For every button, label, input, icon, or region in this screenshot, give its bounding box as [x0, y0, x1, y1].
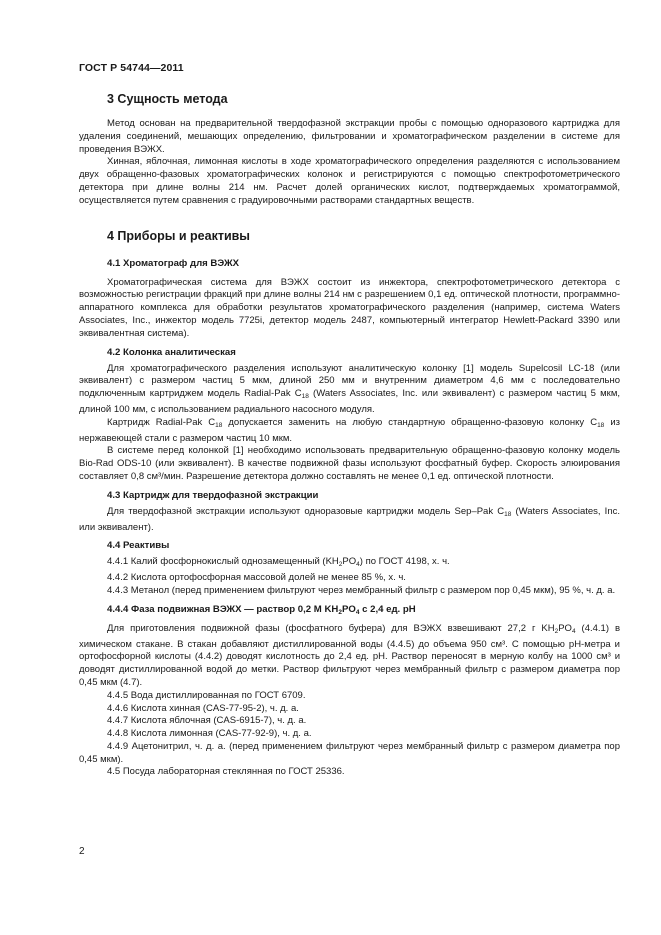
section-4-heading: 4 Приборы и реактивы [107, 228, 250, 243]
section-3-paragraph-1: Метод основан на предварительной твердофазной экстракции пробы с помощью одноразового картриджа для удаления соединений, мешающих определению, фильтровании и хроматографическом разделении в системе для проведения ВЭЖХ. [79, 118, 620, 155]
item-4-4-9: 4.4.9 Ацетонитрил, ч. д. а. (перед применением фильтруют через мембранный фильтр с размером диаметра пор 0,45 мкм). [79, 740, 620, 765]
item-4-4-2: 4.4.2 Кислота ортофосфорная массовой долей не менее 85 %, х. ч. [107, 572, 406, 584]
page-number: 2 [79, 846, 85, 857]
section-4-4-heading: 4.4 Реактивы [107, 540, 170, 552]
section-4-4-4-heading: 4.4.4 Фаза подвижная ВЭЖХ — раствор 0,2 М $KH_2PO_4$ с 2,4 ед. pH [107, 603, 416, 616]
section-3-heading: 3 Сущность метода [107, 92, 228, 106]
section-4-1-heading: 4.1 Хроматограф для ВЭЖХ [107, 257, 240, 269]
section-4-2-paragraph-1: Для хроматографического разделения используют аналитическую колонку [1] модель Supelcosil LC-18 (или эквивалент) с размером частиц 5 мкм, длиной 250 мм и внутренним диаметром 4,6 мм с последовательно подключенным картриджем модель Radial-Pak $C_{18}$ (Waters Associates, Inc. или эквивалент) с размером частиц 5 мкм, длиной 100 мм, с использованием радиального насосного модуля. [79, 362, 620, 415]
item-4-5: 4.5 Посуда лабораторная стеклянная по ГОСТ 25336. [107, 766, 345, 778]
section-4-4-4-paragraph: Для приготовления подвижной фазы (фосфатного буфера) для ВЭЖХ взвешивают 27,2 г $KH_2PO_4$ (4.4.1) в химическом стакане. В стакан добавляют дистиллированной воды (4.4.5) до объема 950 см³. С помощью pH-метра и ортофосфорной кислоты (4.4.2) доводят кислотность до 2,4 ед. pH. Раствор переносят в мерную колбу на 1000 см³ и доводят дистиллированной водой до метки. Раствор фильтруют через мембранный фильтр с размером диаметра пор 0,45 мкм (4.7). [79, 622, 620, 688]
page-content [79, 92, 620, 779]
item-4-4-6: 4.4.6 Кислота хинная (CAS-77-95-2), ч. д. а. [107, 702, 299, 714]
item-4-4-8: 4.4.8 Кислота лимонная (CAS-77-92-9), ч. д. а. [107, 728, 312, 740]
item-4-4-3: 4.4.3 Метанол (перед применением фильтруют через мембранный фильтр с размером пор 0,45 мкм), 95 %, ч. д. а. [107, 584, 616, 596]
standard-header: ГОСТ Р 54744—2011 [79, 62, 184, 74]
section-4-1-paragraph: Хроматографическая система для ВЭЖХ состоит из инжектора, спектрофотометрического детектора с возможностью регистрации фракций при длине волны 214 нм с разрешением 0,1 ед. оптической плотности, программно-аппаратного комплекса для обработки результатов хроматографического разделения (например, система Waters Associates, Inc., инжектор модель 7725i, детектор модель 2487, компьютерный интегратор Hewlett-Packard 3390 или эквивалентная система). [79, 276, 620, 339]
item-4-4-1: 4.4.1 Калий фосфорнокислый однозамещенный $(KH_2PO_4)$ по ГОСТ 4198, х. ч. [107, 556, 450, 569]
section-3-paragraph-2: Хинная, яблочная, лимонная кислоты в ходе хроматографического определения разделяются с использованием двух обращенно-фазовых хроматографических колонок и регистрируются с помощью спектрофотометрического детектора при длине волны 214 нм. Расчет долей органических кислот, подтверждаемых хроматограммой, осуществляется путем сравнения с градуировочными растворами стандартных веществ. [79, 156, 620, 206]
section-4-2-heading: 4.2 Колонка аналитическая [107, 346, 236, 358]
item-4-4-5: 4.4.5 Вода дистиллированная по ГОСТ 6709. [107, 689, 306, 701]
section-4-3-heading: 4.3 Картридж для твердофазной экстракции [107, 489, 319, 501]
section-4-2-paragraph-3: В системе перед колонкой [1] необходимо использовать предварительную обращенно-фазовую колонку модель Bio-Rad ODS-10 (или эквивалент). В качестве подвижной фазы используют фосфатный буфер. Скорость элюирования составляет 0,8 см³/мин. Разрешение детектора должно составлять не менее 0,1 ед. оптической плотности. [79, 445, 620, 482]
section-4-3-paragraph: Для твердофазной экстракции используют одноразовые картриджи модель Sep–Pak $C_{18}$ (Waters Associates, Inc. или эквивалент). [79, 505, 620, 533]
section-4-2-paragraph-2: Картридж Radial-Pak $C_{18}$ допускается заменить на любую стандартную обращенно-фазовую колонку $C_{18}$ из нержавеющей стали с размером частиц 10 мкм. [79, 416, 620, 444]
item-4-4-7: 4.4.7 Кислота яблочная (CAS-6915-7), ч. д. а. [107, 715, 307, 727]
